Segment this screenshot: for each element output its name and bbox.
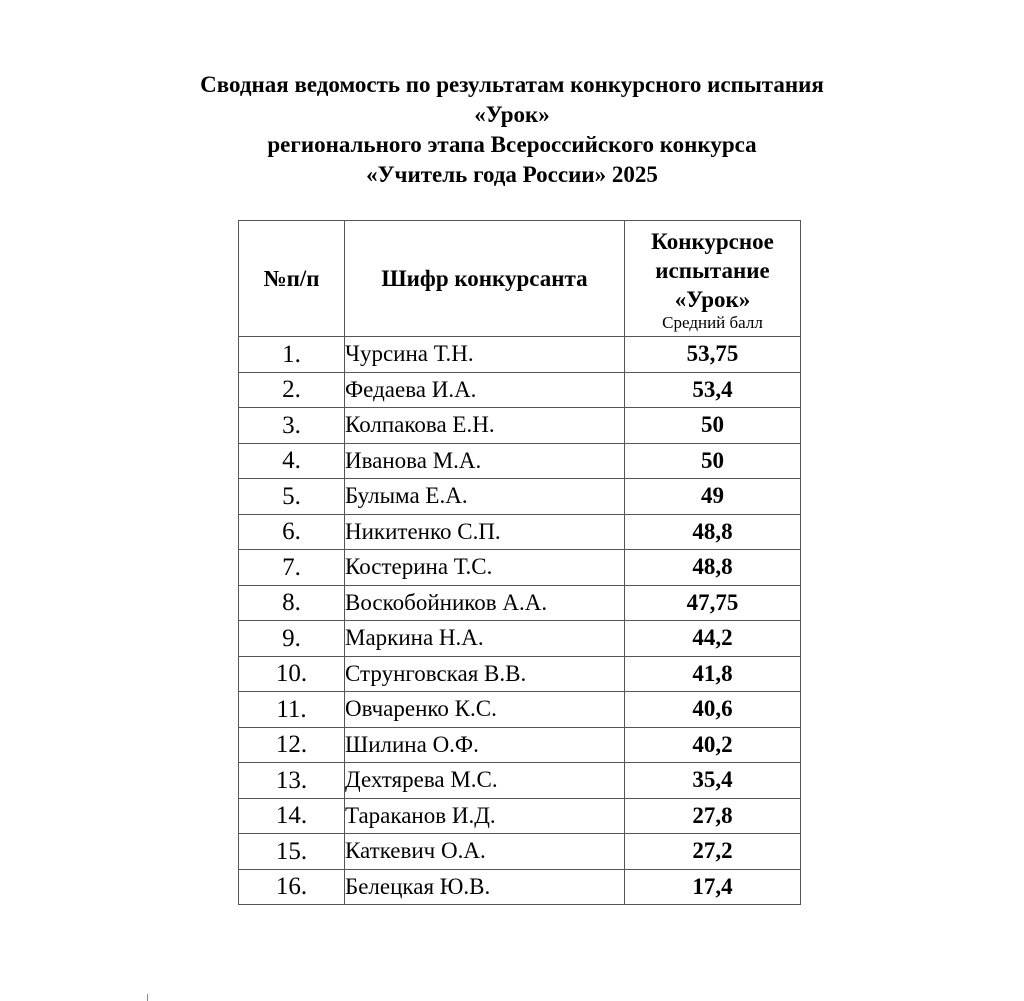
participant-name: Маркина Н.А. — [345, 621, 625, 657]
participant-name: Колпакова Е.Н. — [345, 408, 625, 444]
row-number: 11. — [239, 692, 345, 728]
row-number: 8. — [239, 585, 345, 621]
row-number: 4. — [239, 443, 345, 479]
average-score: 44,2 — [625, 621, 801, 657]
participant-name: Белецкая Ю.В. — [345, 869, 625, 905]
table-row — [239, 408, 801, 444]
average-score: 50 — [625, 443, 801, 479]
participant-name: Овчаренко К.С. — [345, 692, 625, 728]
table-row — [239, 337, 801, 373]
header-score-subtitle: Средний балл — [662, 312, 763, 332]
table-row — [239, 514, 801, 550]
row-number: 13. — [239, 763, 345, 799]
average-score: 48,8 — [625, 514, 801, 550]
participant-name: Дехтярева М.С. — [345, 763, 625, 799]
average-score: 49 — [625, 479, 801, 515]
average-score: 53,4 — [625, 372, 801, 408]
average-score: 47,75 — [625, 585, 801, 621]
header-score-line-2: испытание — [655, 257, 770, 283]
table-row — [239, 443, 801, 479]
table-header-row — [239, 221, 801, 337]
participant-name: Иванова М.А. — [345, 443, 625, 479]
table-body — [239, 337, 801, 905]
table-row — [239, 479, 801, 515]
header-number: №п/п — [239, 221, 345, 337]
title-line-2: «Урок» — [474, 102, 550, 127]
title-line-1: Сводная ведомость по результатам конкурсного испытания — [200, 72, 824, 97]
table-row — [239, 656, 801, 692]
average-score: 48,8 — [625, 550, 801, 586]
participant-name: Струнговская В.В. — [345, 656, 625, 692]
participant-name: Чурсина Т.Н. — [345, 337, 625, 373]
results-table — [238, 220, 801, 905]
participant-name: Тараканов И.Д. — [345, 798, 625, 834]
average-score: 53,75 — [625, 337, 801, 373]
average-score: 35,4 — [625, 763, 801, 799]
row-number: 7. — [239, 550, 345, 586]
document-title — [0, 70, 1024, 190]
table-row — [239, 692, 801, 728]
table-row — [239, 550, 801, 586]
participant-name: Шилина О.Ф. — [345, 727, 625, 763]
row-number: 12. — [239, 727, 345, 763]
header-score-line-1: Конкурсное — [651, 228, 774, 254]
table-row — [239, 585, 801, 621]
row-number: 9. — [239, 621, 345, 657]
row-number: 1. — [239, 337, 345, 373]
table-row — [239, 869, 801, 905]
participant-name: Каткевич О.А. — [345, 834, 625, 870]
row-number: 10. — [239, 656, 345, 692]
title-line-4: «Учитель года России» 2025 — [366, 162, 658, 187]
header-score-line-3: «Урок» — [674, 286, 751, 312]
participant-name: Никитенко С.П. — [345, 514, 625, 550]
text-cursor-mark — [147, 994, 148, 1001]
title-line-3: регионального этапа Всероссийского конкурса — [267, 132, 757, 157]
row-number: 5. — [239, 479, 345, 515]
average-score: 40,2 — [625, 727, 801, 763]
row-number: 3. — [239, 408, 345, 444]
average-score: 41,8 — [625, 656, 801, 692]
header-participant-code: Шифр конкурсанта — [345, 221, 625, 337]
participant-name: Костерина Т.С. — [345, 550, 625, 586]
table-row — [239, 727, 801, 763]
average-score: 17,4 — [625, 869, 801, 905]
table-row — [239, 834, 801, 870]
table-row — [239, 798, 801, 834]
table-row — [239, 763, 801, 799]
row-number: 2. — [239, 372, 345, 408]
row-number: 16. — [239, 869, 345, 905]
row-number: 15. — [239, 834, 345, 870]
row-number: 6. — [239, 514, 345, 550]
average-score: 27,2 — [625, 834, 801, 870]
header-lesson-score — [625, 221, 801, 337]
average-score: 27,8 — [625, 798, 801, 834]
participant-name: Федаева И.А. — [345, 372, 625, 408]
table-row — [239, 372, 801, 408]
row-number: 14. — [239, 798, 345, 834]
participant-name: Воскобойников А.А. — [345, 585, 625, 621]
table-row — [239, 621, 801, 657]
average-score: 50 — [625, 408, 801, 444]
average-score: 40,6 — [625, 692, 801, 728]
participant-name: Булыма Е.А. — [345, 479, 625, 515]
